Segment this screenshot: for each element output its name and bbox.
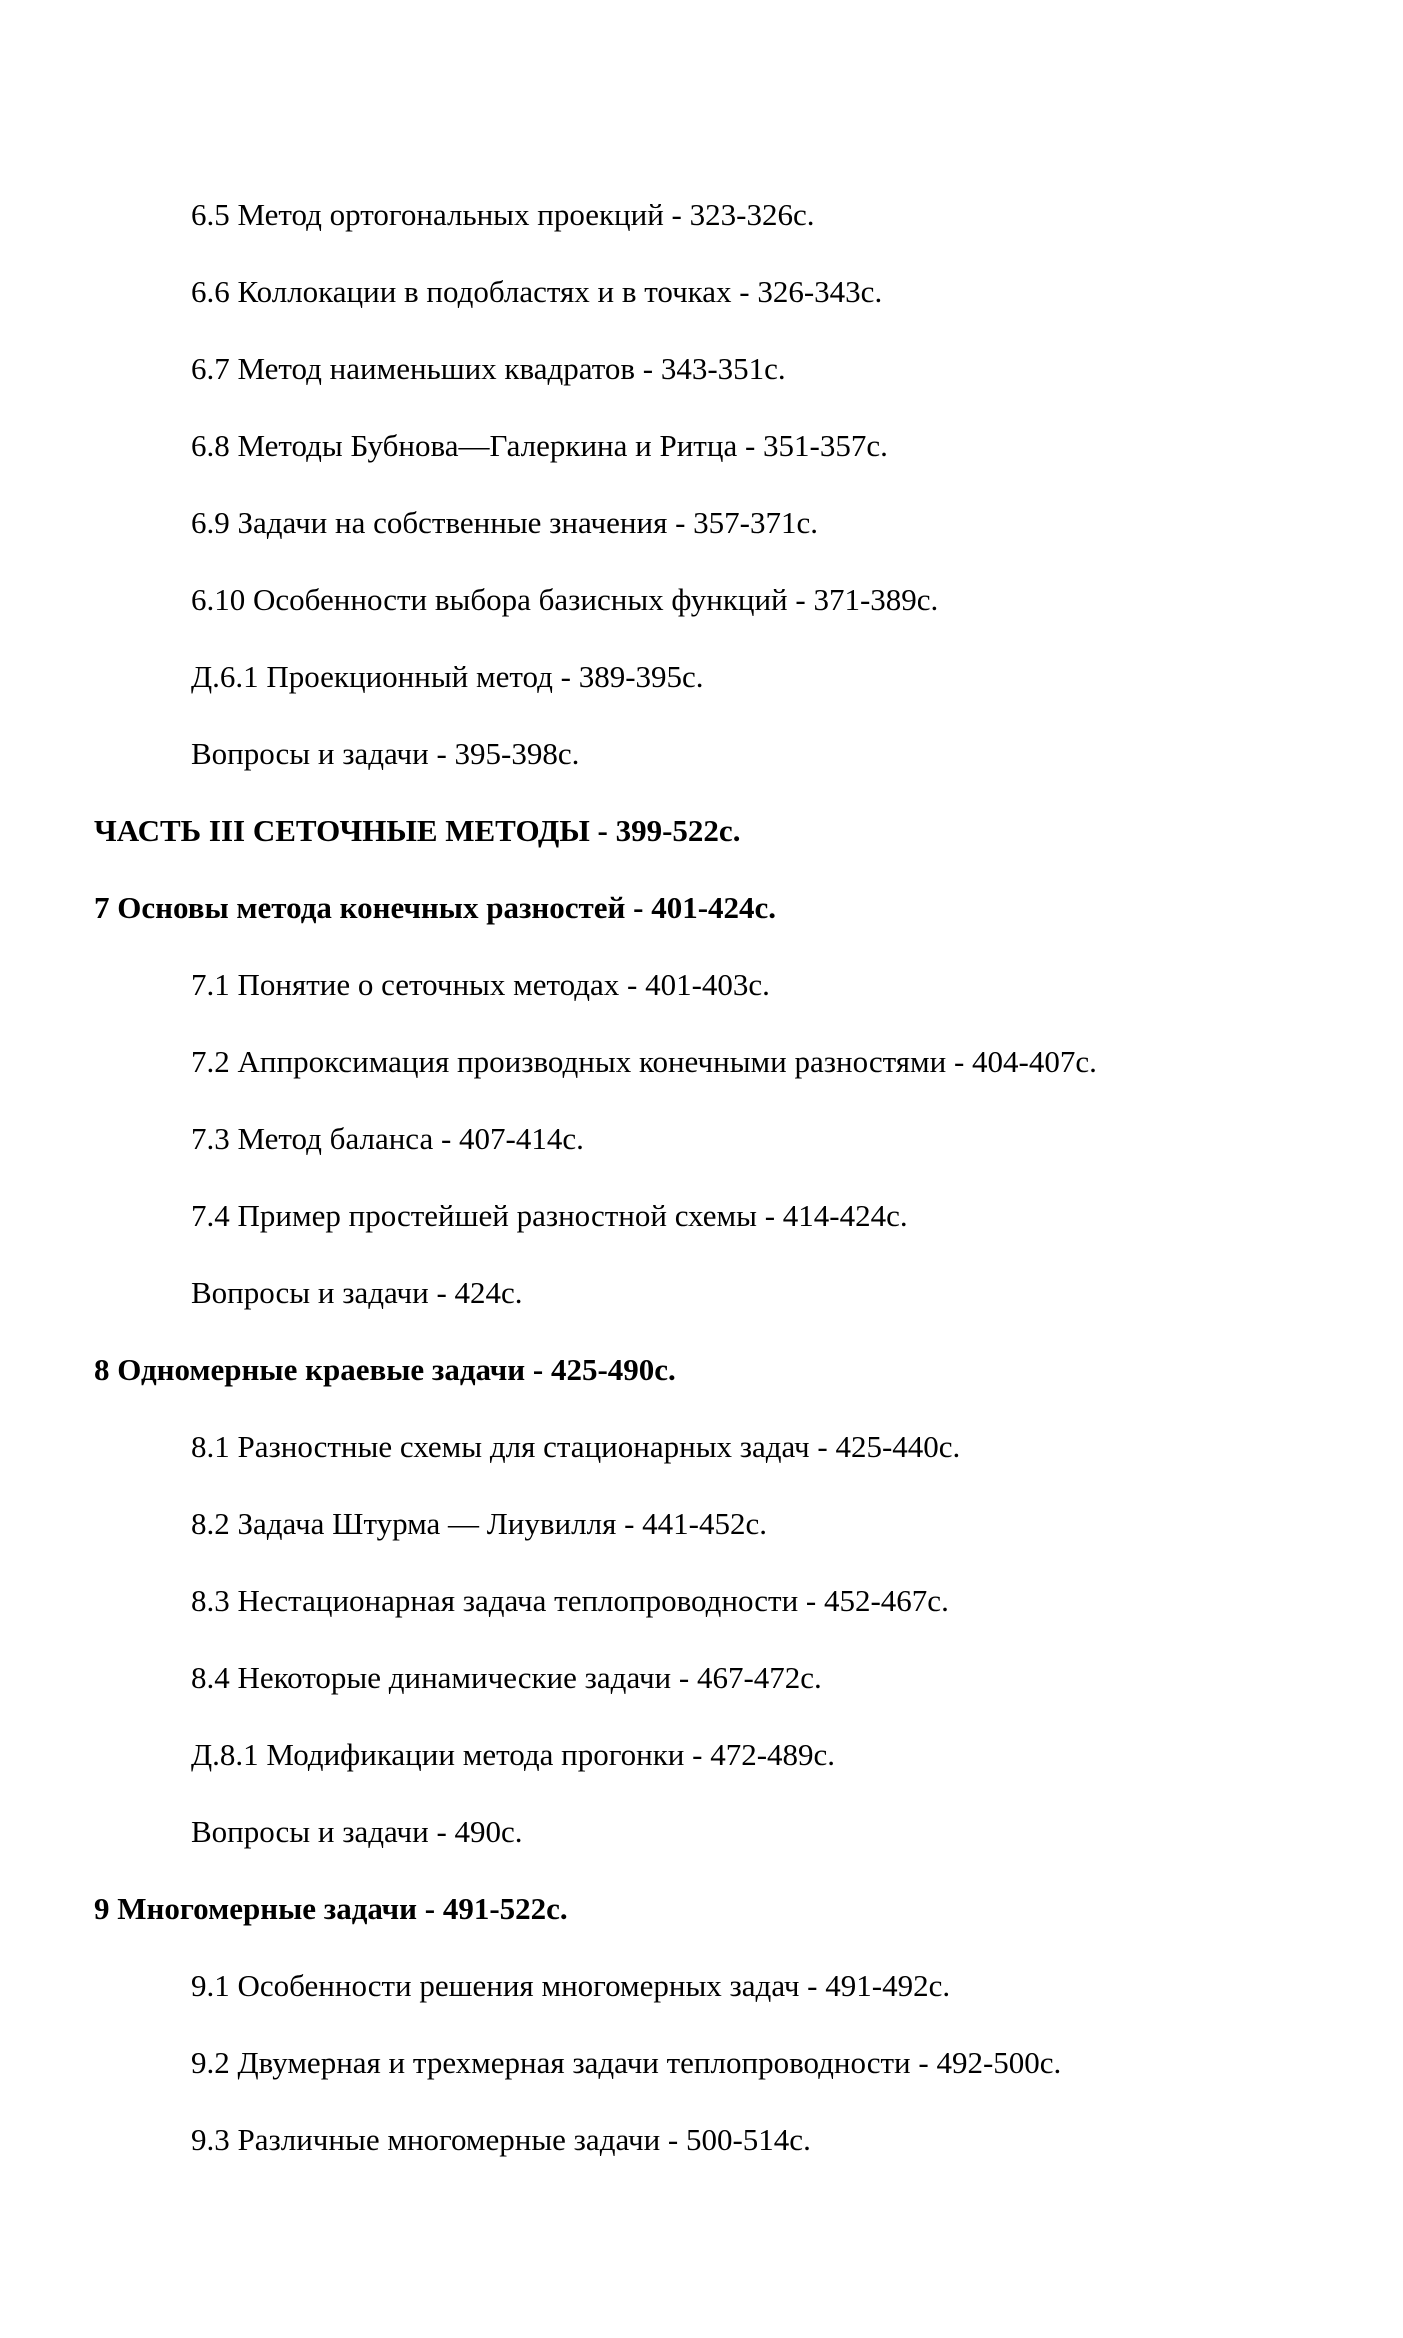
- toc-entry: Д.8.1 Модификации метода прогонки - 472-489с.: [191, 1737, 836, 1772]
- toc-entry: 6.5 Метод ортогональных проекций - 323-326с.: [191, 197, 815, 232]
- toc-entry: 8.4 Некоторые динамические задачи - 467-472с.: [191, 1660, 822, 1695]
- toc-chapter-heading: 8 Одномерные краевые задачи - 425-490с.: [94, 1352, 676, 1387]
- toc-entry: Вопросы и задачи - 395-398с.: [191, 736, 580, 771]
- toc-chapter-heading: 7 Основы метода конечных разностей - 401-424с.: [94, 890, 777, 925]
- toc-entry: 7.1 Понятие о сеточных методах - 401-403с.: [191, 967, 770, 1002]
- toc-part-heading: ЧАСТЬ III СЕТОЧНЫЕ МЕТОДЫ - 399-522с.: [94, 813, 741, 848]
- toc-entry: 7.2 Аппроксимация производных конечными разностями - 404-407с.: [191, 1044, 1097, 1079]
- toc-entry: 6.9 Задачи на собственные значения - 357-371с.: [191, 505, 818, 540]
- toc-entry: 9.1 Особенности решения многомерных задач - 491-492с.: [191, 1968, 951, 2003]
- toc-entry: 9.2 Двумерная и трехмерная задачи теплопроводности - 492-500с.: [191, 2045, 1062, 2080]
- toc-entry: 7.4 Пример простейшей разностной схемы - 414-424с.: [191, 1198, 908, 1233]
- toc-entry: 9.3 Различные многомерные задачи - 500-514с.: [191, 2122, 811, 2157]
- toc-entry: Вопросы и задачи - 490с.: [191, 1814, 523, 1849]
- toc-entry: 8.1 Разностные схемы для стационарных задач - 425-440с.: [191, 1429, 961, 1464]
- toc-entry: 6.7 Метод наименьших квадратов - 343-351с.: [191, 351, 786, 386]
- toc-entry: 6.10 Особенности выбора базисных функций - 371-389с.: [191, 582, 939, 617]
- toc-entry: 8.2 Задача Штурма — Лиувилля - 441-452с.: [191, 1506, 767, 1541]
- toc-entry: Д.6.1 Проекционный метод - 389-395с.: [191, 659, 704, 694]
- toc-entry: 7.3 Метод баланса - 407-414с.: [191, 1121, 584, 1156]
- toc-entry: 6.8 Методы Бубнова—Галеркина и Ритца - 351-357с.: [191, 428, 888, 463]
- toc-entry: Вопросы и задачи - 424с.: [191, 1275, 523, 1310]
- toc-entry: 6.6 Коллокации в подобластях и в точках - 326-343с.: [191, 274, 883, 309]
- toc-chapter-heading: 9 Многомерные задачи - 491-522с.: [94, 1891, 568, 1926]
- toc-entry: 8.3 Нестационарная задача теплопроводности - 452-467с.: [191, 1583, 949, 1618]
